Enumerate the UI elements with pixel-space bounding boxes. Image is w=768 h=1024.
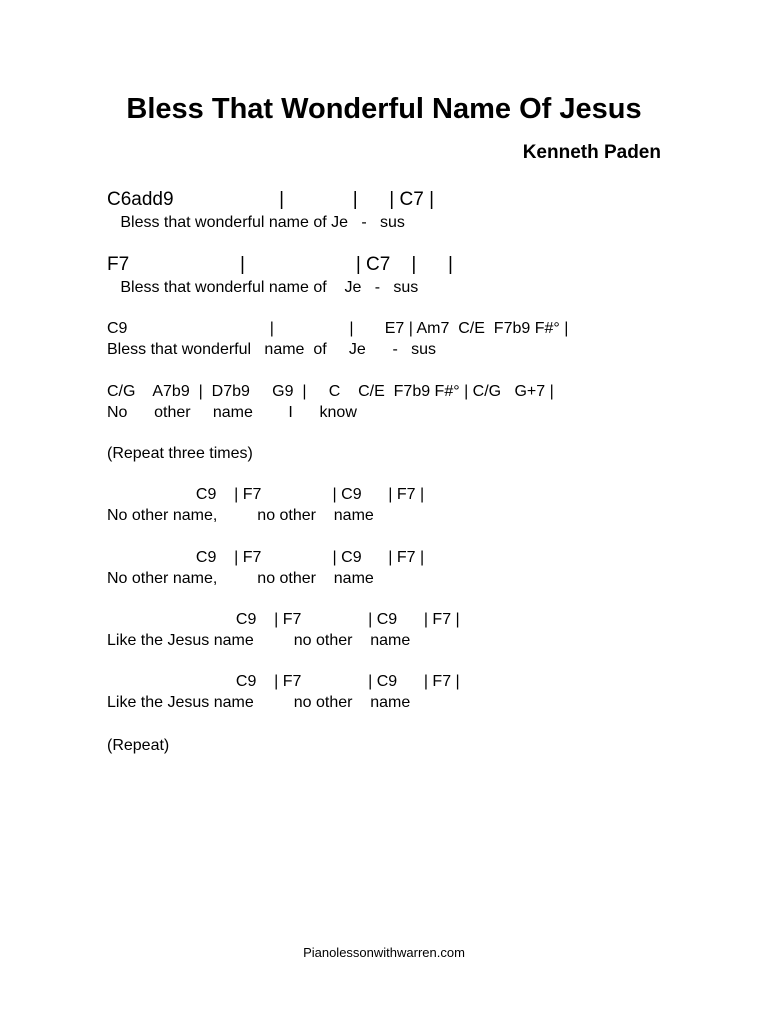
chord-line: C6add9 | | | C7 | [107, 189, 435, 210]
lyric-line: No other name, no other name [107, 507, 374, 524]
lyric-line: Bless that wonderful name of Je - sus [107, 341, 437, 358]
lyric-line: Like the Jesus name no other name [107, 632, 411, 649]
chord-line: C9 | F7 | C9 | F7 | [107, 611, 460, 628]
chord-line: F7 | | C7 | | [107, 254, 453, 275]
chord-line: C9 | F7 | C9 | F7 | [107, 549, 425, 566]
chord-line: C9 | F7 | C9 | F7 | [107, 673, 460, 690]
lyric-line: Bless that wonderful name of Je - sus [107, 214, 405, 231]
repeat-note: (Repeat) [107, 737, 170, 754]
song-author: Kenneth Paden [522, 142, 661, 163]
lyric-line: Like the Jesus name no other name [107, 694, 411, 711]
footer-website: Pianolessonwithwarren.com [303, 945, 465, 960]
lyric-line: No other name I know [107, 404, 357, 421]
chord-line: C9 | F7 | C9 | F7 | [107, 486, 425, 503]
chord-line: C9 | | E7 | Am7 C/E F7b9 F#° | [107, 320, 569, 337]
chord-line: C/G A7b9 | D7b9 G9 | C C/E F7b9 F#° | C/G G+7 | [107, 383, 554, 400]
song-title: Bless That Wonderful Name Of Jesus [126, 93, 642, 125]
lyric-line: No other name, no other name [107, 570, 374, 587]
lyric-line: Bless that wonderful name of Je - sus [107, 279, 419, 296]
repeat-note: (Repeat three times) [107, 445, 253, 462]
